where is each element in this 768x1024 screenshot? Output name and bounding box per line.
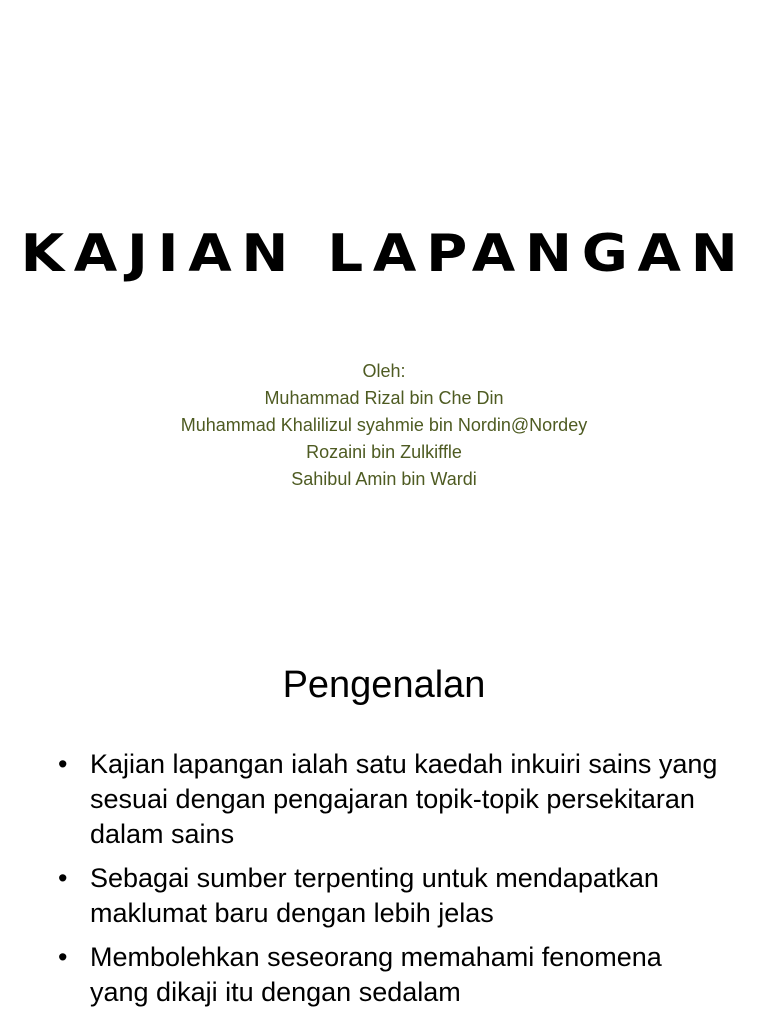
author-name: Sahibul Amin bin Wardi: [291, 469, 477, 489]
authors-label: Oleh:: [362, 361, 406, 381]
bullet-dot-icon: •: [58, 863, 68, 893]
slide-title: KAJIAN LAPANGAN: [20, 224, 748, 284]
authors-block: [0, 358, 768, 493]
author-name: Muhammad Khalilizul syahmie bin Nordin@Nordey: [180, 415, 588, 435]
bullet-list: [58, 747, 718, 1019]
author-name: Rozaini bin Zulkiffle: [306, 442, 462, 462]
author-name: Muhammad Rizal bin Che Din: [264, 388, 504, 408]
bullet-dot-icon: •: [58, 942, 68, 972]
intro-slide: [0, 576, 768, 1024]
bullet-text: Membolehkan seseorang memahami fenomena yang dikaji itu dengan sedalam: [90, 942, 662, 1007]
bullet-dot-icon: •: [58, 749, 68, 779]
bullet-item: [58, 861, 718, 931]
section-title: Pengenalan: [282, 664, 486, 706]
bullet-text: Kajian lapangan ialah satu kaedah inkuiri sains yang sesuai dengan pengajaran topik-topik persekitaran dalam sains: [90, 749, 718, 849]
bullet-item: [58, 940, 718, 1010]
bullet-item: [58, 747, 718, 852]
bullet-text: Sebagai sumber terpenting untuk mendapatkan maklumat baru dengan lebih jelas: [90, 863, 659, 928]
